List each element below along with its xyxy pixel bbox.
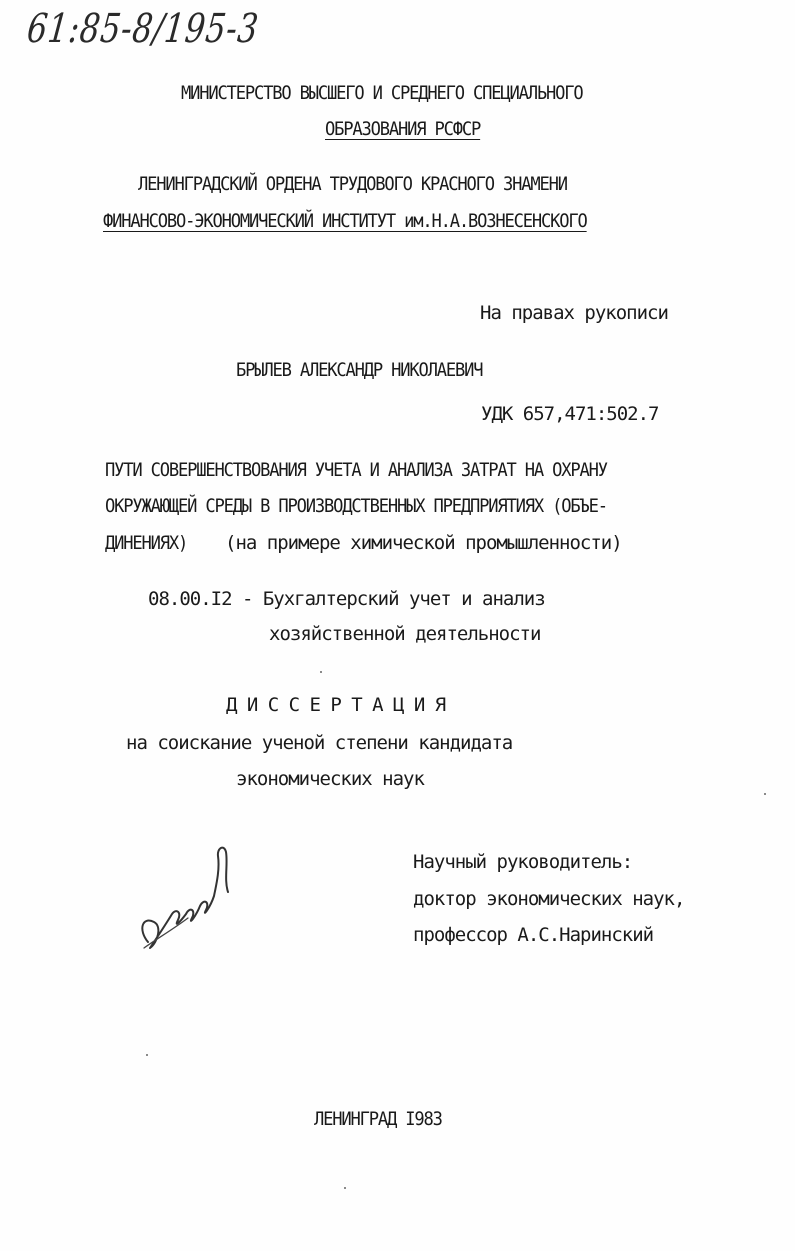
handwritten-signature-icon bbox=[128, 830, 238, 960]
footer-city-year: ЛЕНИНГРАД I983 bbox=[314, 1108, 442, 1130]
scan-speck bbox=[146, 1054, 148, 1056]
scan-speck bbox=[344, 1187, 346, 1189]
author-name: БРЫЛЕВ АЛЕКСАНДР НИКОЛАЕВИЧ bbox=[236, 359, 483, 381]
dissertation-heading: Д И С С Е Р Т А Ц И Я bbox=[226, 694, 446, 716]
specialty-line-1: 08.00.I2 - Бухгалтерский учет и анализ bbox=[148, 588, 545, 610]
udc-code: УДК 657,471:502.7 bbox=[481, 403, 659, 425]
title-line-3-rest: (на примере химической промышленности) bbox=[225, 532, 622, 554]
advisor-line-3: профессор А.С.Наринский bbox=[413, 924, 654, 946]
scan-speck bbox=[764, 793, 766, 795]
scan-speck bbox=[320, 671, 322, 673]
institute-line-2: ФИНАНСОВО-ЭКОНОМИЧЕСКИЙ ИНСТИТУТ им.Н.А.ВОЗНЕСЕНСКОГО bbox=[103, 210, 587, 232]
archive-code: 61:85-8/195-3 bbox=[24, 6, 261, 52]
ministry-line-2: ОБРАЗОВАНИЯ РСФСР bbox=[325, 118, 481, 140]
title-line-1: ПУТИ СОВЕРШЕНСТВОВАНИЯ УЧЕТА И АНАЛИЗА ЗАТРАТ НА ОХРАНУ bbox=[105, 459, 607, 481]
ministry-line-1: МИНИСТЕРСТВО ВЫСШЕГО И СРЕДНЕГО СПЕЦИАЛЬНОГО bbox=[181, 82, 583, 104]
institute-line-1: ЛЕНИНГРАДСКИЙ ОРДЕНА ТРУДОВОГО КРАСНОГО ЗНАМЕНИ bbox=[138, 173, 567, 195]
advisor-line-1: Научный руководитель: bbox=[413, 851, 633, 873]
dissertation-line-1: на соискание ученой степени кандидата bbox=[126, 732, 513, 754]
dissertation-line-2: экономических наук bbox=[236, 768, 424, 790]
manuscript-note: На правах рукописи bbox=[480, 302, 668, 324]
advisor-line-2: доктор экономических наук, bbox=[413, 888, 685, 910]
specialty-line-2: хозяйственной деятельности bbox=[269, 623, 541, 645]
title-line-3-caps: ДИНЕНИЯХ) bbox=[105, 532, 188, 554]
title-line-2: ОКРУЖАЮЩЕЙ СРЕДЫ В ПРОИЗВОДСТВЕННЫХ ПРЕДПРИЯТИЯХ (ОБЪЕ- bbox=[105, 495, 607, 517]
